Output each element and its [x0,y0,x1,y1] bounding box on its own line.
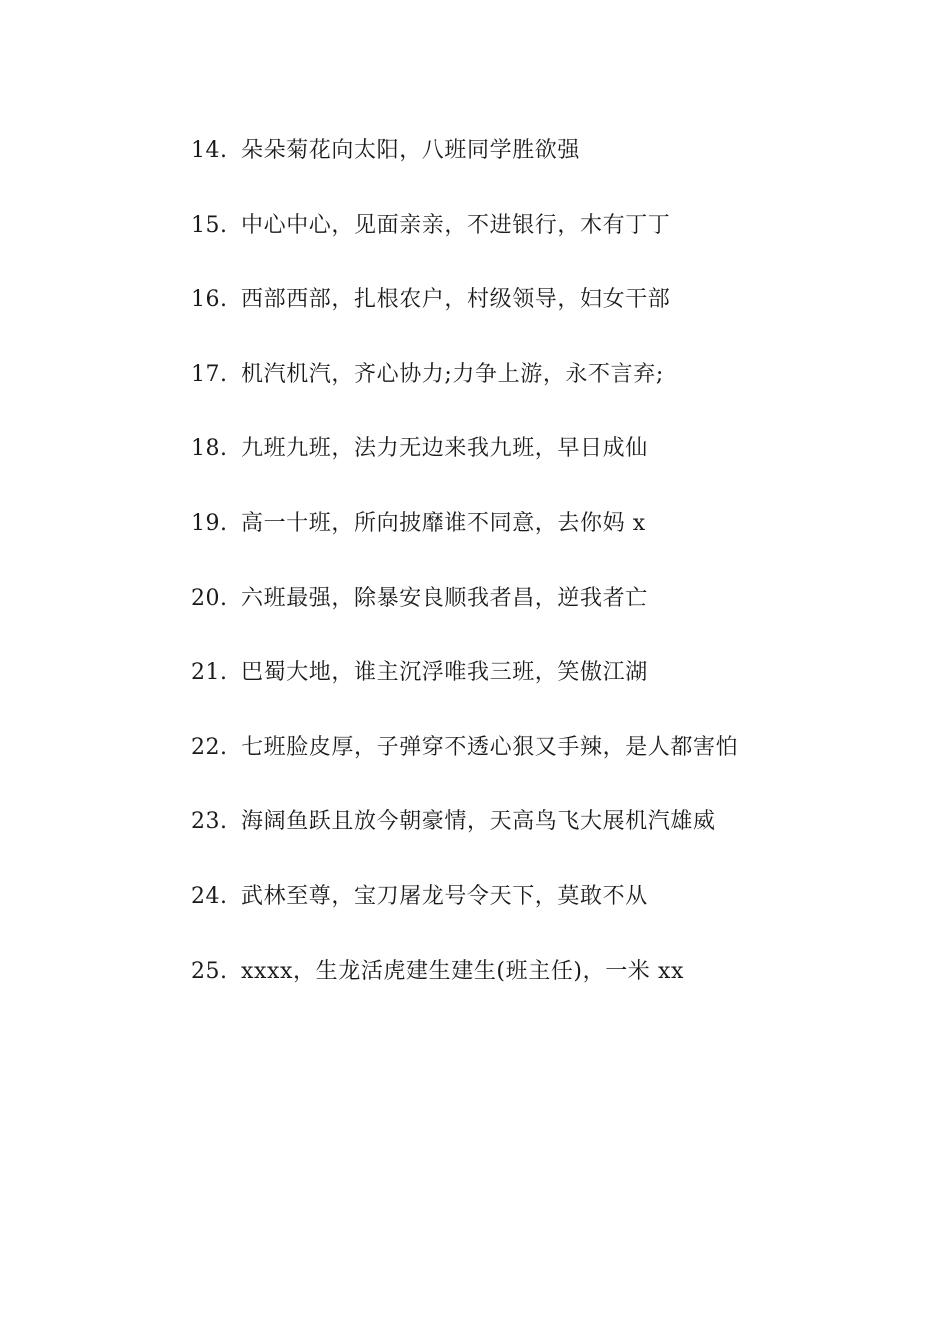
item-text: 机汽机汽，齐心协力;力争上游，永不言弃; [241,361,664,387]
list-item [191,581,911,656]
item-number: 17. [191,361,228,387]
item-text: 西部西部，扎根农户，村级领导，妇女干部 [241,287,671,313]
item-text: 武林至尊，宝刀屠龙号令天下，莫敢不从 [241,883,648,909]
list-item [191,879,911,954]
list-item [191,730,911,805]
item-text: 朵朵菊花向太阳，八班同学胜欲强 [241,138,581,163]
item-number: 14. [191,138,228,163]
item-number: 24. [191,883,228,909]
list-item [191,954,911,1029]
item-number: 22. [191,734,228,760]
list-item [191,431,911,506]
list-item [191,357,911,432]
item-text: xxxx，生龙活虎建生建生(班主任)，一米 xx [241,958,685,984]
list-item [191,804,911,879]
item-text: 巴蜀大地，谁主沉浮唯我三班，笑傲江湖 [241,660,648,686]
list-item [191,506,911,581]
item-number: 18. [191,436,228,462]
item-text: 六班最强，除暴安良顺我者昌，逆我者亡 [241,585,648,611]
item-number: 25. [191,958,228,984]
item-number: 19. [191,510,228,536]
list-item [191,282,911,357]
item-number: 16. [191,287,228,313]
item-text: 海阔鱼跃且放今朝豪情，天高鸟飞大展机汽雄威 [241,809,716,835]
list-item [191,133,911,208]
item-text: 中心中心，见面亲亲，不进银行，木有丁丁 [241,212,671,238]
slogan-list [191,133,911,1028]
list-item [191,208,911,283]
list-item [191,655,911,730]
item-number: 20. [191,585,228,611]
item-number: 23. [191,809,228,835]
item-text: 七班脸皮厚，子弹穿不透心狠又手辣，是人都害怕 [241,734,739,760]
item-number: 21. [191,660,228,686]
item-number: 15. [191,212,228,238]
item-text: 九班九班，法力无边来我九班，早日成仙 [241,436,648,462]
item-text: 高一十班，所向披靡谁不同意，去你妈 x [241,510,646,536]
